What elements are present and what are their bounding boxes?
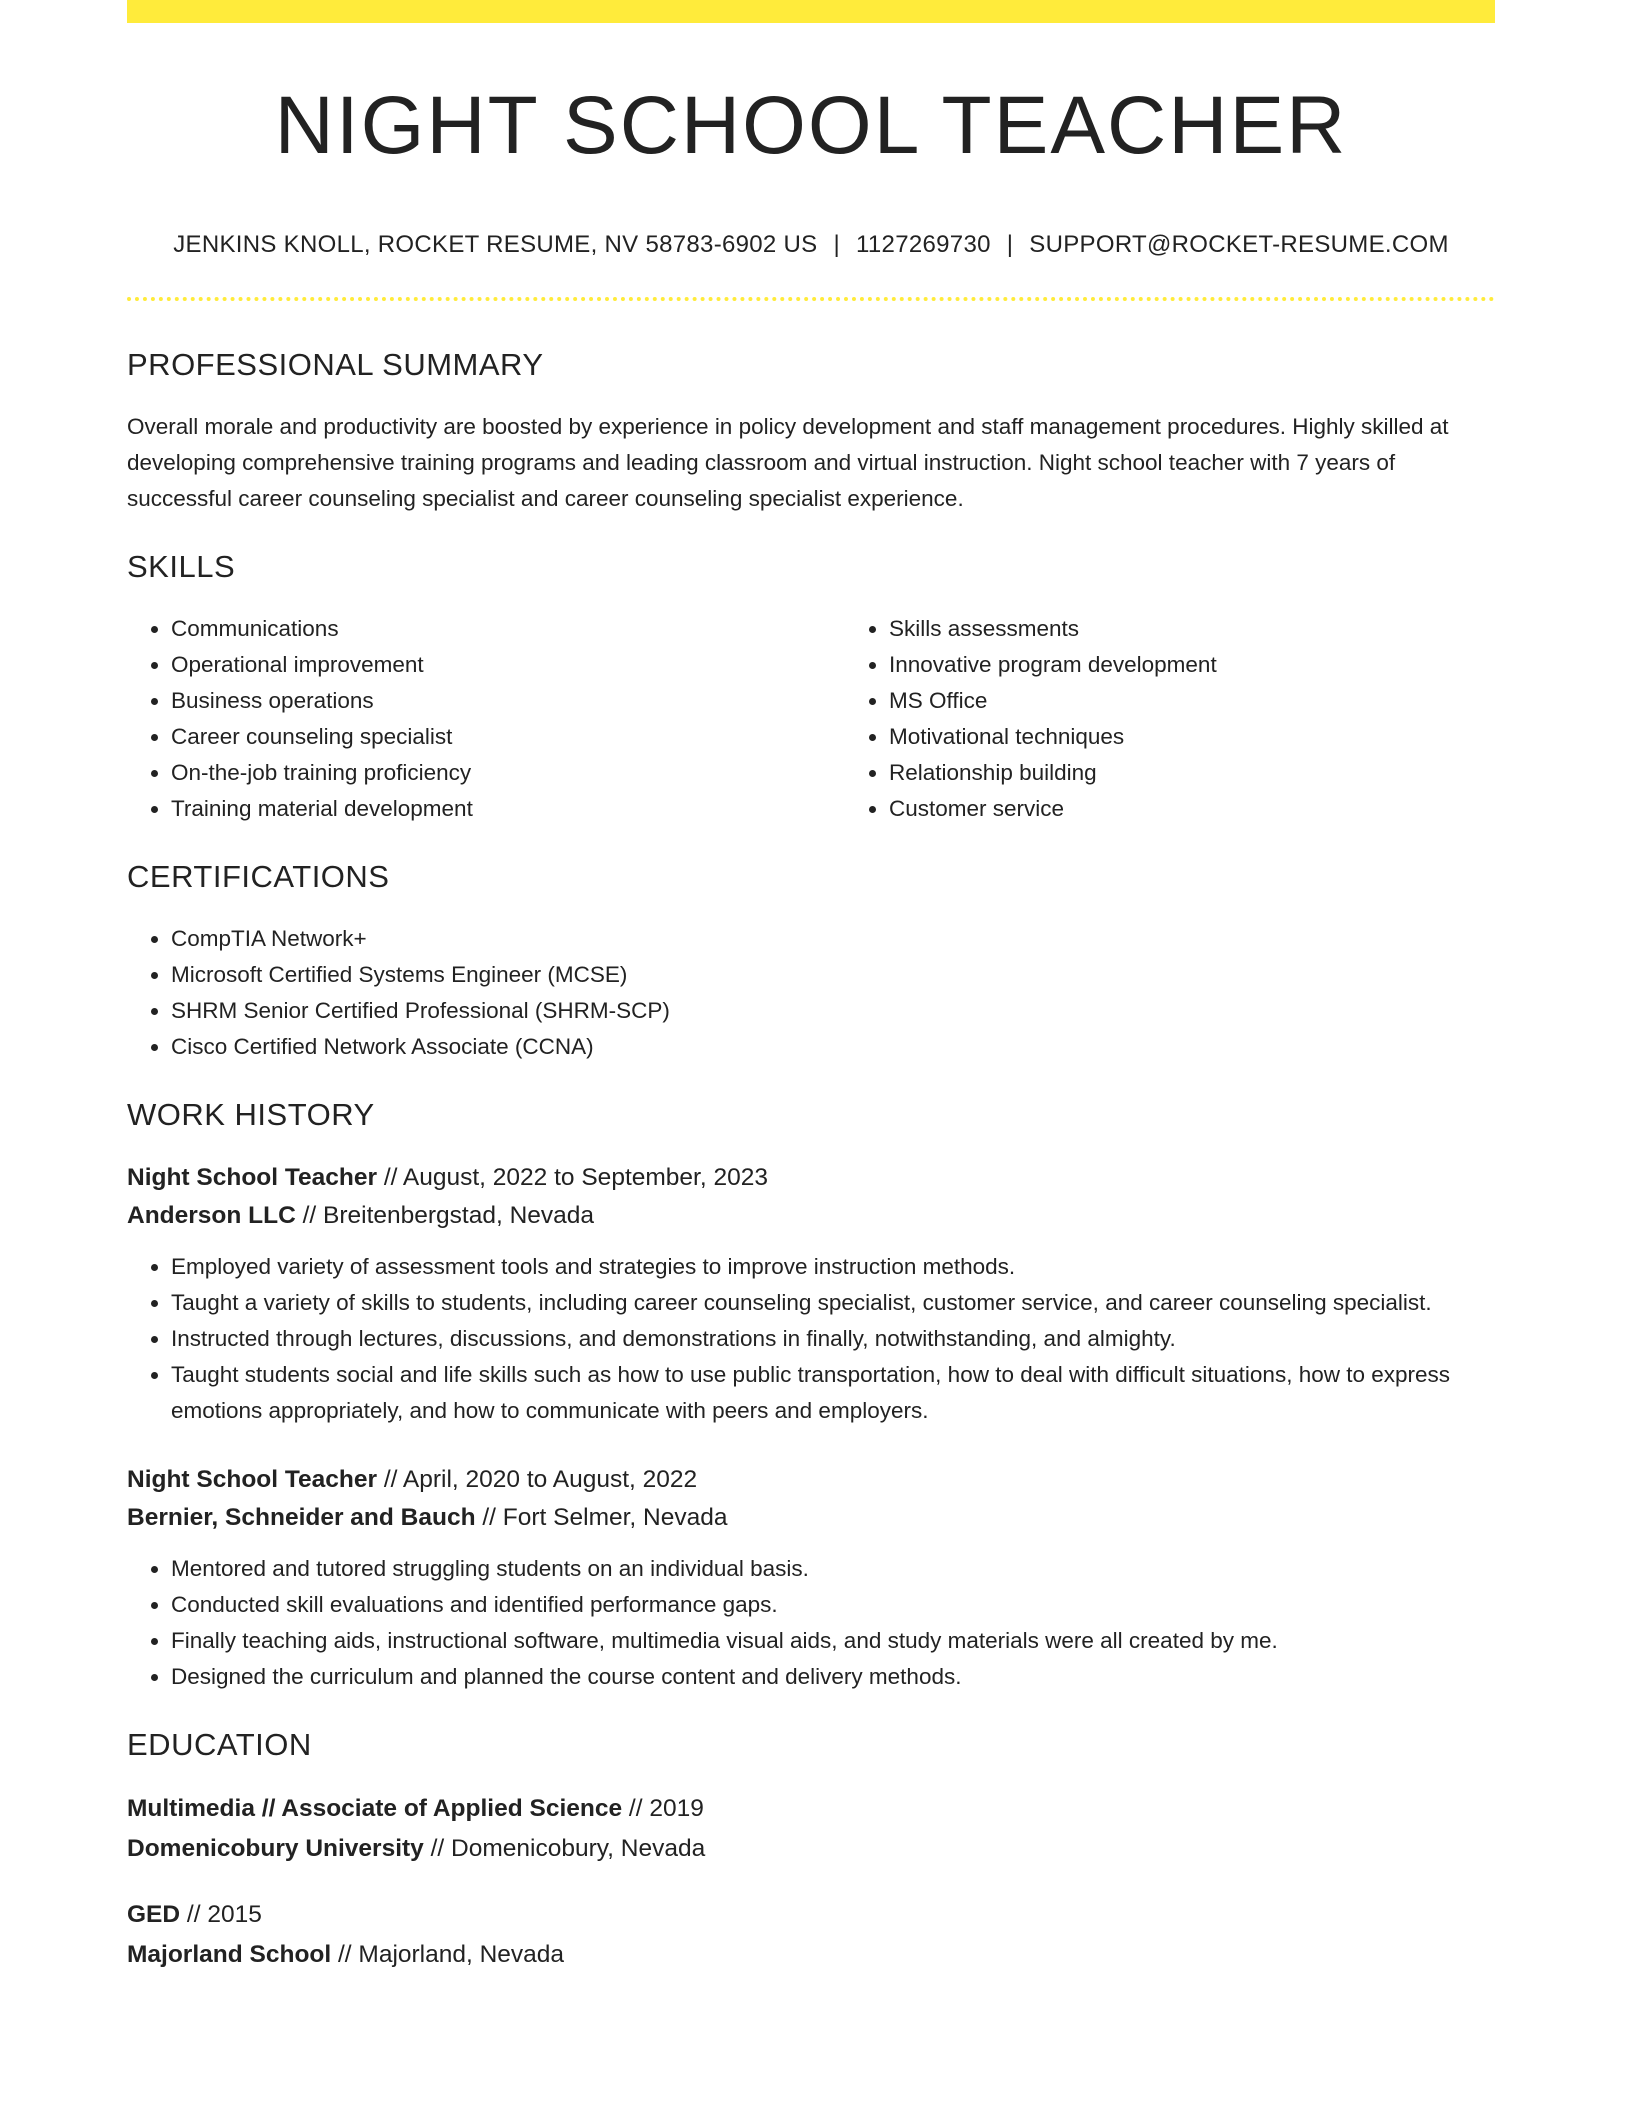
- skill-item: • On-the-job training proficiency: [171, 755, 845, 791]
- job-company: Anderson LLC: [127, 1202, 296, 1229]
- contact-separator: |: [833, 231, 841, 258]
- skills-heading: SKILLS: [127, 549, 236, 584]
- job-bullet: • Taught a variety of skills to students, including career counseling specialist, customer service, and career counseling specialist.: [171, 1285, 1495, 1321]
- education-year: // 2019: [622, 1795, 704, 1822]
- resume-page: [127, 0, 1495, 2001]
- certifications-section: [127, 859, 1495, 1065]
- job-location: // Fort Selmer, Nevada: [475, 1504, 728, 1531]
- certifications-heading: CERTIFICATIONS: [127, 859, 390, 894]
- skill-item: • MS Office: [889, 683, 1495, 719]
- education-section: [127, 1727, 1495, 1975]
- job-bullet: • Taught students social and life skills such as how to use public transportation, how to deal with difficult situations, how to express emotions appropriately, and how to communicate with peers and employers.: [171, 1357, 1495, 1429]
- skills-list-right: [845, 611, 1495, 827]
- job-dates: // August, 2022 to September, 2023: [377, 1164, 768, 1191]
- skill-item: • Skills assessments: [889, 611, 1495, 647]
- skills-list-left: [127, 611, 845, 827]
- certifications-list: [127, 921, 1495, 1065]
- job-entry: [127, 1159, 1495, 1429]
- education-school-line: [127, 1935, 1495, 1975]
- education-heading: EDUCATION: [127, 1727, 312, 1762]
- work-history-heading: WORK HISTORY: [127, 1097, 375, 1132]
- job-bullet: • Conducted skill evaluations and identified performance gaps.: [171, 1587, 1495, 1623]
- job-bullet: • Finally teaching aids, instructional software, multimedia visual aids, and study materials were all created by me.: [171, 1623, 1495, 1659]
- job-location: // Breitenbergstad, Nevada: [295, 1202, 595, 1229]
- education-school-line: [127, 1829, 1495, 1869]
- job-title-line: [127, 1159, 1495, 1197]
- accent-bar: [127, 0, 1495, 23]
- certification-item: • Microsoft Certified Systems Engineer (MCSE): [171, 957, 1495, 993]
- summary-section: [127, 347, 1495, 517]
- skill-item: • Business operations: [171, 683, 845, 719]
- education-degree-line: [127, 1789, 1495, 1829]
- education-school: Domenicobury University: [127, 1835, 424, 1862]
- contact-address: JENKINS KNOLL, ROCKET RESUME, NV 58783-6902 US: [173, 231, 818, 258]
- job-bullet: • Designed the curriculum and planned the course content and delivery methods.: [171, 1659, 1495, 1695]
- job-company: Bernier, Schneider and Bauch: [127, 1504, 476, 1531]
- education-location: // Majorland, Nevada: [331, 1941, 565, 1968]
- skill-item: • Motivational techniques: [889, 719, 1495, 755]
- skill-item: • Training material development: [171, 791, 845, 827]
- education-entry: [127, 1789, 1495, 1869]
- skills-section: [127, 549, 1495, 827]
- job-bullets: [127, 1249, 1495, 1429]
- skill-item: • Customer service: [889, 791, 1495, 827]
- job-bullets: [127, 1551, 1495, 1695]
- work-history-section: [127, 1097, 1495, 1695]
- job-bullet: • Instructed through lectures, discussions, and demonstrations in finally, notwithstanding, and almighty.: [171, 1321, 1495, 1357]
- job-bullet: • Employed variety of assessment tools and strategies to improve instruction methods.: [171, 1249, 1495, 1285]
- contact-separator: |: [1006, 231, 1014, 258]
- summary-heading: PROFESSIONAL SUMMARY: [127, 347, 544, 382]
- job-title-line: [127, 1461, 1495, 1499]
- education-location: // Domenicobury, Nevada: [423, 1835, 706, 1862]
- education-degree-line: [127, 1895, 1495, 1935]
- skill-item: • Relationship building: [889, 755, 1495, 791]
- job-company-line: [127, 1499, 1495, 1537]
- job-title: Night School Teacher: [127, 1466, 378, 1493]
- summary-text: Overall morale and productivity are boosted by experience in policy development and staff management procedures. Highly skilled at developing comprehensive training programs and leading classroom and virtual instruction. Night school teacher with 7 years of successful career counseling specialist and career counseling specialist experience.: [127, 414, 1449, 511]
- education-entry: [127, 1895, 1495, 1975]
- job-company-line: [127, 1197, 1495, 1235]
- skill-item: • Operational improvement: [171, 647, 845, 683]
- education-degree: GED: [127, 1901, 181, 1928]
- contact-line: [127, 231, 1495, 259]
- certification-item: • Cisco Certified Network Associate (CCNA): [171, 1029, 1495, 1065]
- dotted-divider: [127, 297, 1495, 301]
- certification-item: • CompTIA Network+: [171, 921, 1495, 957]
- job-bullet: • Mentored and tutored struggling students on an individual basis.: [171, 1551, 1495, 1587]
- job-entry: [127, 1461, 1495, 1695]
- skill-item: • Communications: [171, 611, 845, 647]
- education-school: Majorland School: [127, 1941, 332, 1968]
- resume-name: NIGHT SCHOOL TEACHER: [274, 80, 1348, 171]
- job-title: Night School Teacher: [127, 1164, 378, 1191]
- education-degree: Multimedia // Associate of Applied Science: [127, 1795, 623, 1822]
- skill-item: • Career counseling specialist: [171, 719, 845, 755]
- contact-phone: 1127269730: [856, 231, 991, 258]
- contact-email: SUPPORT@ROCKET-RESUME.COM: [1029, 231, 1449, 258]
- skill-item: • Innovative program development: [889, 647, 1495, 683]
- skills-columns: [127, 611, 1495, 827]
- education-year: // 2015: [180, 1901, 262, 1928]
- job-dates: // April, 2020 to August, 2022: [377, 1466, 698, 1493]
- certification-item: • SHRM Senior Certified Professional (SHRM-SCP): [171, 993, 1495, 1029]
